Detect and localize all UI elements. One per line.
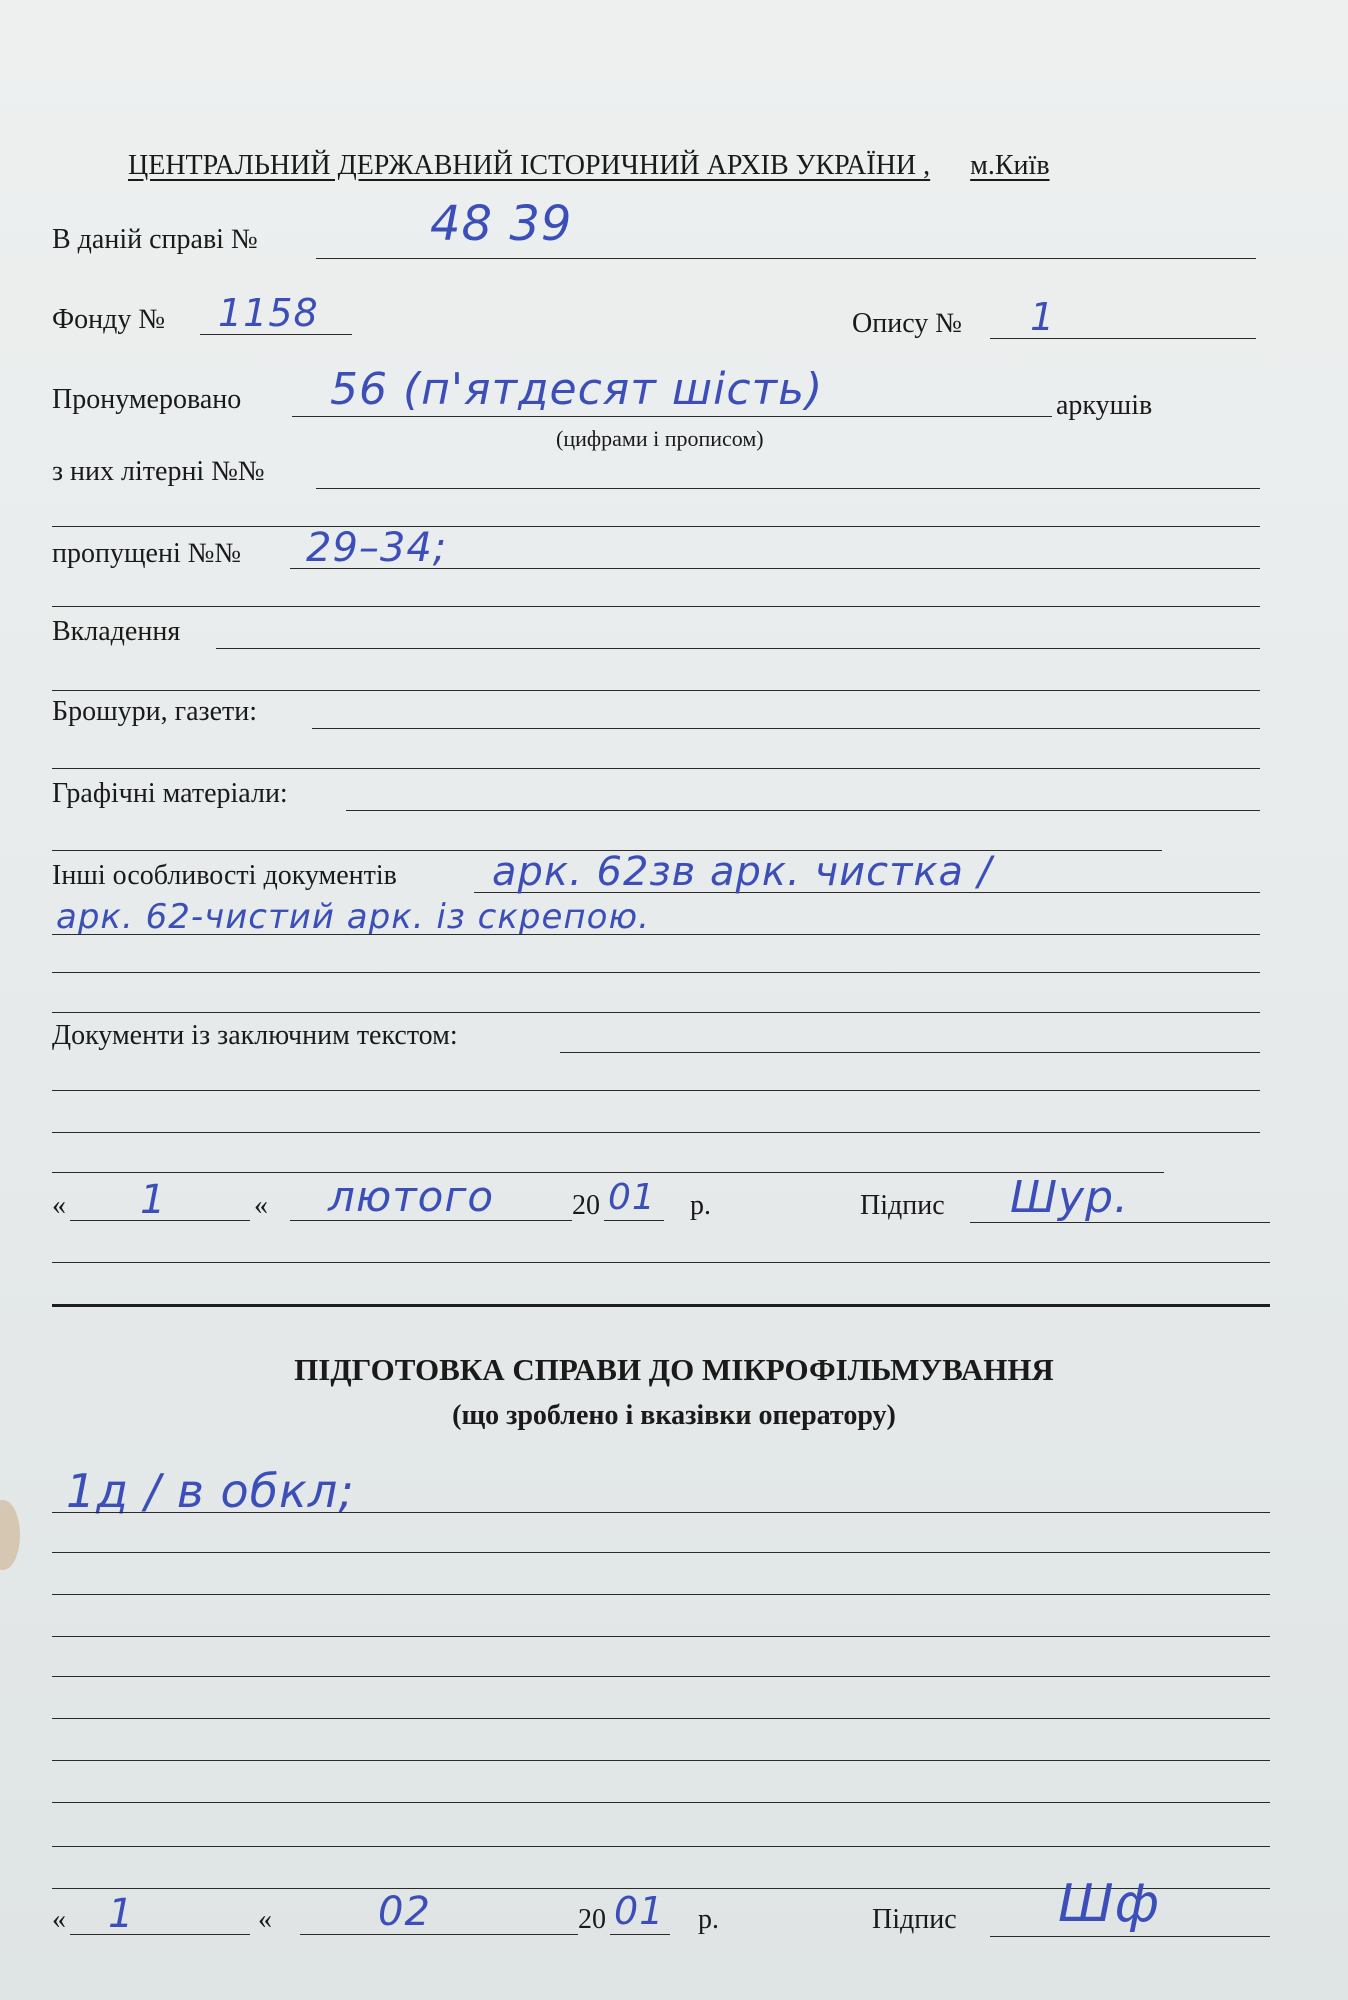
section2-line-5 — [52, 1676, 1270, 1677]
fond-number-handwritten: 1158 — [218, 291, 319, 335]
numbered-label: Пронумеровано — [52, 384, 242, 415]
numbered-caption: (цифрами і прописом) — [556, 426, 764, 451]
brochures-line — [312, 728, 1260, 729]
brochures-line-2 — [52, 768, 1260, 769]
final-line-4 — [52, 1172, 1164, 1173]
date1-year-handwritten: 01 — [608, 1177, 656, 1218]
opys-label: Опису № — [852, 308, 962, 339]
date2-year-prefix: 20 — [578, 1904, 606, 1935]
date2-signature-line — [990, 1936, 1270, 1937]
date1-open-quote: « — [52, 1190, 66, 1221]
section-divider — [52, 1304, 1270, 1307]
other-line-2 — [52, 934, 1260, 935]
section2-line-4 — [52, 1636, 1270, 1637]
letter-label: з них літерні №№ — [52, 456, 265, 487]
other-line-4 — [52, 1012, 1260, 1013]
section2-line-8 — [52, 1802, 1270, 1803]
date2-year-line — [610, 1934, 670, 1935]
section2-line-6 — [52, 1718, 1270, 1719]
date1-year-prefix: 20 — [572, 1190, 600, 1221]
case-number-handwritten: 48 39 — [430, 196, 573, 252]
date1-signature-handwritten: Шур. — [1010, 1172, 1130, 1223]
other-handwritten-1: арк. 62зв арк. чистка / — [492, 849, 993, 895]
date2-signature-handwritten: Шф — [1058, 1874, 1161, 1934]
date2-signature-label: Підпис — [872, 1904, 957, 1935]
date2-day-line — [70, 1934, 250, 1935]
attachments-line-2 — [52, 690, 1260, 691]
archive-header — [128, 150, 1050, 182]
section2-subtitle: (що зроблено і вказівки оператору) — [452, 1400, 896, 1431]
date2-close-quote: « — [258, 1904, 272, 1935]
fond-label: Фонду № — [52, 304, 166, 335]
date2-month-handwritten: 02 — [378, 1889, 431, 1935]
case-line — [316, 258, 1256, 259]
numbered-suffix: аркушів — [1056, 390, 1153, 421]
final-line — [560, 1052, 1260, 1053]
date2-year-unit: р. — [698, 1904, 719, 1935]
skipped-handwritten: 29–34; — [306, 525, 448, 571]
archive-city: м.Київ — [970, 150, 1050, 181]
archive-name: ЦЕНТРАЛЬНИЙ ДЕРЖАВНИЙ ІСТОРИЧНИЙ АРХІВ УКРАЇНИ , — [128, 150, 931, 181]
date2-open-quote: « — [52, 1904, 66, 1935]
date1-line-2 — [52, 1262, 1270, 1263]
case-label: В даній справі № — [52, 224, 258, 255]
date1-month-handwritten: лютого — [328, 1172, 495, 1221]
skipped-line-2 — [52, 606, 1260, 607]
numbered-line — [292, 416, 1052, 417]
section2-line-3 — [52, 1594, 1270, 1595]
graphics-label: Графічні матеріали: — [52, 778, 288, 809]
attachments-label: Вкладення — [52, 616, 181, 647]
date1-close-quote: « — [254, 1190, 268, 1221]
date2-day-handwritten: 1 — [108, 1891, 135, 1937]
section2-line-9 — [52, 1846, 1270, 1847]
final-line-2 — [52, 1090, 1260, 1091]
other-label: Інші особливості документів — [52, 860, 397, 891]
date1-day-handwritten: 1 — [140, 1177, 167, 1223]
date2-month-line — [300, 1934, 578, 1935]
skipped-label: пропущені №№ — [52, 538, 242, 569]
date1-year-unit: р. — [690, 1190, 711, 1221]
final-line-3 — [52, 1132, 1260, 1133]
section2-title: ПІДГОТОВКА СПРАВИ ДО МІКРОФІЛЬМУВАННЯ — [294, 1352, 1054, 1387]
section2-note-handwritten: 1д / в обкл; — [66, 1464, 355, 1518]
attachments-line — [216, 648, 1260, 649]
section2-line-1 — [52, 1512, 1270, 1513]
other-line-3 — [52, 972, 1260, 973]
date1-signature-label: Підпис — [860, 1190, 945, 1221]
date2-year-handwritten: 01 — [614, 1889, 665, 1933]
section2-line-2 — [52, 1552, 1270, 1553]
final-label: Документи із заключним текстом: — [52, 1020, 458, 1051]
section2-line-7 — [52, 1760, 1270, 1761]
opys-number-handwritten: 1 — [1030, 295, 1056, 339]
other-handwritten-2: арк. 62-чистий арк. із скрепою. — [56, 897, 650, 937]
paper-stain — [0, 1500, 20, 1570]
letter-line — [316, 488, 1260, 489]
brochures-label: Брошури, газети: — [52, 696, 258, 727]
date1-year-line — [604, 1220, 664, 1221]
letter-line-2 — [52, 526, 1260, 527]
graphics-line — [346, 810, 1260, 811]
numbered-handwritten: 56 (п'ятдесят шість) — [330, 364, 824, 415]
